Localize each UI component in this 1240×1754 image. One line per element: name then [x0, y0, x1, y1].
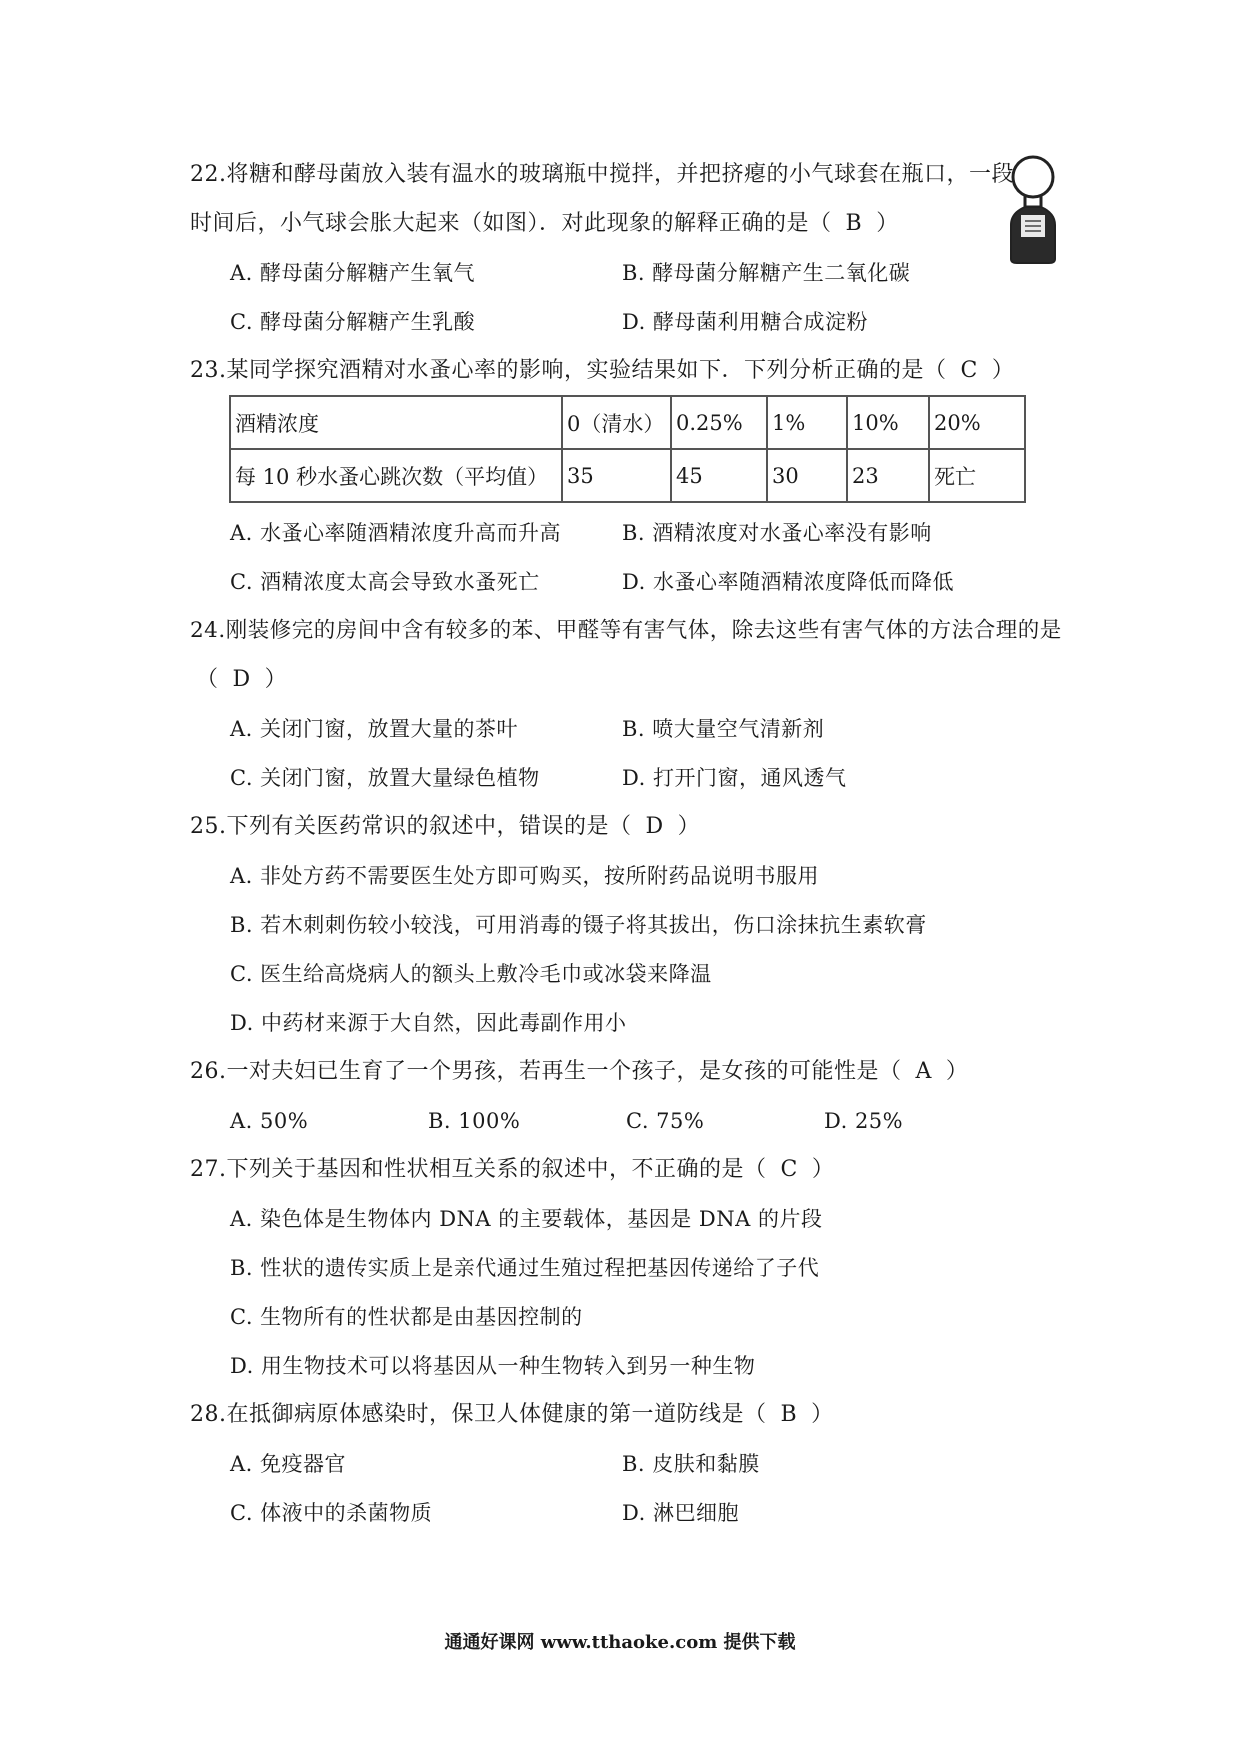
q28-answer: B — [780, 1402, 798, 1427]
q26-stem — [190, 1057, 968, 1087]
q24-stem-close: ） — [264, 667, 288, 692]
q26-option-d: D. 25% — [824, 1109, 904, 1133]
q28-option-d: D. 淋巴细胞 — [622, 1501, 739, 1525]
q26-option-a: A. 50% — [230, 1109, 309, 1133]
q24-option-b: B. 喷大量空气清新剂 — [622, 717, 825, 741]
q26-answer: A — [915, 1059, 932, 1084]
q22-stem-text: 时间后，小气球会胀大起来（如图）．对此现象的解释正确的是（ — [190, 211, 832, 236]
table-cell: 10% — [847, 396, 929, 449]
q27-option-b: B. 性状的遗传实质上是亲代通过生殖过程把基因传递给了子代 — [230, 1256, 820, 1280]
table-cell: 45 — [671, 449, 767, 502]
q23-option-a: A. 水蚤心率随酒精浓度升高而升高 — [230, 521, 562, 545]
q28-option-b: B. 皮肤和黏膜 — [622, 1452, 760, 1476]
q23-option-d: D. 水蚤心率随酒精浓度降低而降低 — [622, 570, 954, 594]
q27-stem — [190, 1155, 834, 1185]
bottle-balloon-figure — [1003, 155, 1065, 265]
q27-answer: C — [780, 1157, 798, 1182]
q28-option-c: C. 体液中的杀菌物质 — [230, 1501, 433, 1525]
q28-stem-close: ） — [811, 1402, 834, 1427]
table-cell: 20% — [929, 396, 1025, 449]
q22-stem-line1: 22.将糖和酵母菌放入装有温水的玻璃瓶中搅拌，并把挤瘪的小气球套在瓶口，一段 — [190, 162, 1014, 187]
q22-option-b: B. 酵母菌分解糖产生二氧化碳 — [622, 261, 911, 285]
table-row — [230, 396, 1025, 449]
table-cell: 0（清水） — [562, 396, 671, 449]
table-cell: 23 — [847, 449, 929, 502]
q26-option-c: C. 75% — [626, 1109, 705, 1133]
q26-stem-close: ） — [945, 1059, 969, 1084]
q23-option-c: C. 酒精浓度太高会导致水蚤死亡 — [230, 570, 540, 594]
q27-stem-close: ） — [811, 1157, 835, 1182]
q24-stem-line1: 24.刚装修完的房间中含有较多的苯、甲醛等有害气体，除去这些有害气体的方法合理的是 — [190, 618, 1062, 643]
q25-option-a: A. 非处方药不需要医生处方即可购买，按所附药品说明书服用 — [230, 864, 820, 888]
table-cell: 0.25% — [671, 396, 767, 449]
q24-answer: D — [232, 667, 251, 692]
heart-rate-table — [229, 395, 1026, 503]
q25-stem-text: 25.下列有关医药常识的叙述中，错误的是（ — [190, 814, 632, 839]
q22-answer: B — [845, 211, 863, 236]
q23-option-b: B. 酒精浓度对水蚤心率没有影响 — [622, 521, 932, 545]
table-cell: 每 10 秒水蚤心跳次数（平均值） — [230, 449, 562, 502]
q23-stem — [190, 356, 1014, 386]
q23-answer: C — [960, 358, 978, 383]
q26-option-b: B. 100% — [428, 1109, 521, 1133]
page-footer: 通通好课网 www.tthaoke.com 提供下载 — [444, 1632, 796, 1653]
q22-option-c: C. 酵母菌分解糖产生乳酸 — [230, 310, 476, 334]
table-cell: 酒精浓度 — [230, 396, 562, 449]
q25-option-c: C. 医生给高烧病人的额头上敷冷毛巾或冰袋来降温 — [230, 962, 712, 986]
q23-stem-close: ） — [991, 358, 1015, 383]
q25-stem — [190, 812, 700, 842]
table-cell: 35 — [562, 449, 671, 502]
q24-option-d: D. 打开门窗，通风透气 — [622, 766, 847, 790]
q24-stem-line2 — [196, 665, 287, 695]
q27-stem-text: 27.下列关于基因和性状相互关系的叙述中，不正确的是（ — [190, 1157, 767, 1182]
table-cell: 死亡 — [929, 449, 1025, 502]
q22-stem-close: ） — [876, 211, 899, 236]
q23-stem-text: 23.某同学探究酒精对水蚤心率的影响，实验结果如下．下列分析正确的是（ — [190, 358, 947, 383]
q22-option-a: A. 酵母菌分解糖产生氧气 — [230, 261, 476, 285]
q26-stem-text: 26.一对夫妇已生育了一个男孩，若再生一个孩子，是女孩的可能性是（ — [190, 1059, 902, 1084]
q28-stem-text: 28.在抵御病原体感染时，保卫人体健康的第一道防线是（ — [190, 1402, 767, 1427]
table-cell: 1% — [767, 396, 847, 449]
q27-option-c: C. 生物所有的性状都是由基因控制的 — [230, 1305, 583, 1329]
q25-option-b: B. 若木刺刺伤较小较浅，可用消毒的镊子将其拔出，伤口涂抹抗生素软膏 — [230, 913, 927, 937]
q24-option-a: A. 关闭门窗，放置大量的茶叶 — [230, 717, 519, 741]
q24-option-c: C. 关闭门窗，放置大量绿色植物 — [230, 766, 540, 790]
table-cell: 30 — [767, 449, 847, 502]
q27-option-a: A. 染色体是生物体内 DNA 的主要载体，基因是 DNA 的片段 — [230, 1207, 823, 1231]
q25-stem-close: ） — [677, 814, 701, 839]
q24-stem-open: （ — [196, 667, 219, 692]
q27-option-d: D. 用生物技术可以将基因从一种生物转入到另一种生物 — [230, 1354, 756, 1378]
q28-stem — [190, 1400, 834, 1430]
q25-answer: D — [645, 814, 664, 839]
q22-option-d: D. 酵母菌利用糖合成淀粉 — [622, 310, 868, 334]
table-row — [230, 449, 1025, 502]
q28-option-a: A. 免疫器官 — [230, 1452, 347, 1476]
q25-option-d: D. 中药材来源于大自然，因此毒副作用小 — [230, 1011, 627, 1035]
q22-stem-line2 — [190, 209, 899, 239]
